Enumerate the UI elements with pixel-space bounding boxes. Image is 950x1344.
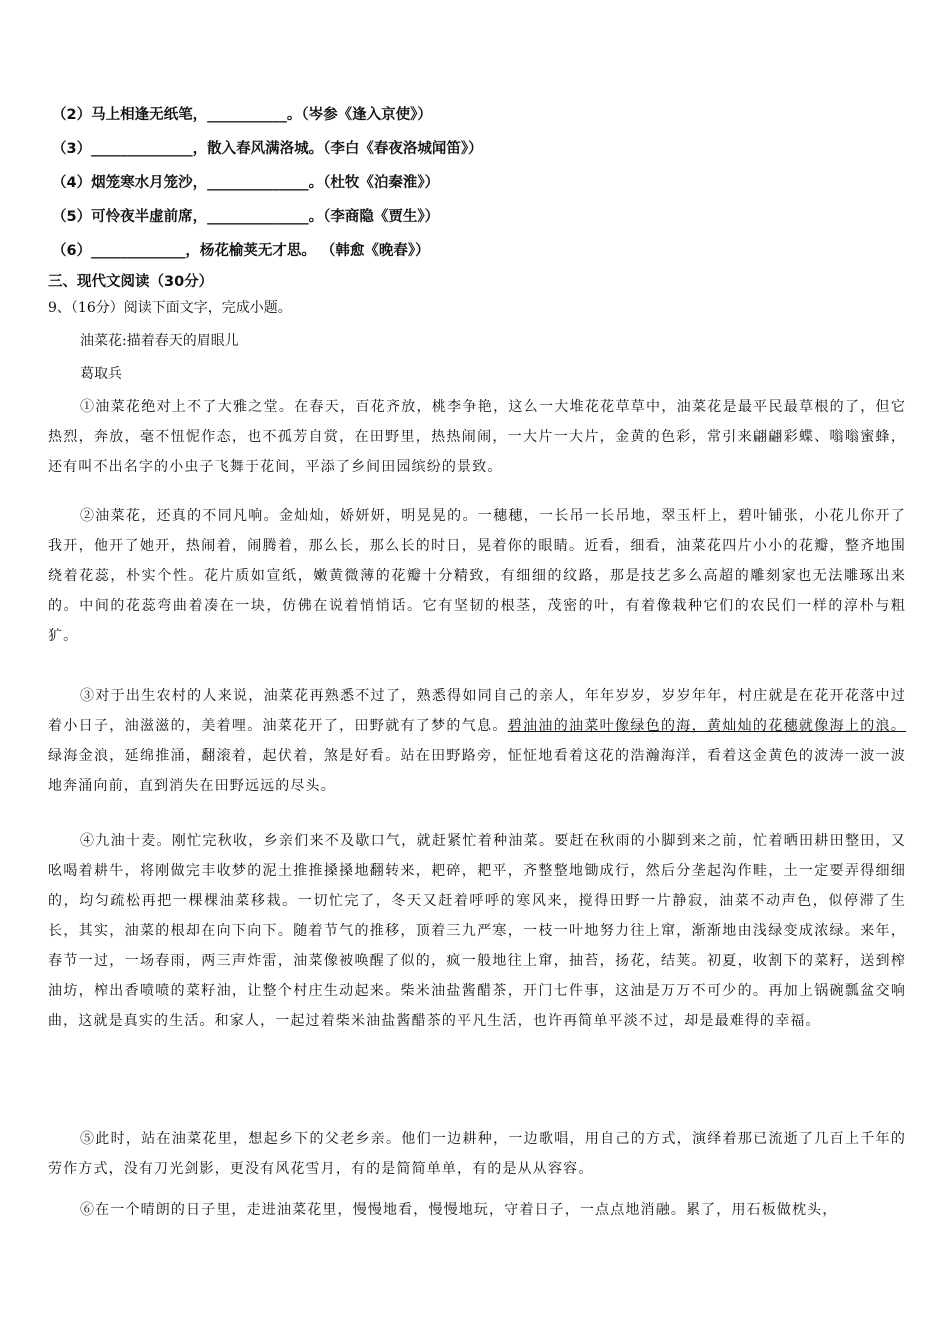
fill-in-item-3: （3）______________，散入春风满洛城。（李白《春夜洛城闻笛》） bbox=[52, 141, 483, 157]
essay-title: 油菜花:描着春天的眉眼儿 bbox=[80, 333, 239, 349]
question-intro: 9、（16分）阅读下面文字，完成小题。 bbox=[48, 300, 292, 316]
fill-in-item-6: （6）_____________，杨花榆荚无才思。 （韩愈《晚春》） bbox=[52, 243, 430, 259]
essay-paragraph-3 bbox=[48, 681, 906, 801]
fill-in-item-5: （5）可怜夜半虚前席，______________。（李商隐《贾生》） bbox=[52, 209, 440, 225]
paragraph-3-text-b: 绿海金浪，延绵推涌，翻滚着，起伏着，煞是好看。站在田野路旁，怔怔地看着这花的浩瀚海洋，看着这金黄色的波涛一波一波地奔涌向前，直到消失在田野远远的尽头。 bbox=[48, 748, 906, 794]
essay-paragraph-4: ④九油十麦。刚忙完秋收，乡亲们来不及歇口气，就赶紧忙着种油菜。要赶在秋雨的小脚到来之前，忙着晒田耕田整田，又吆喝着耕牛，将刚做完丰收梦的泥土推推搡搡地翻转来，耙碎，耙平，齐整整地锄成行，然后分垄起沟作畦，土一定要弄得细细的，均匀疏松再把一棵棵油菜移栽。一切忙完了，冬天又赶着呼呼的寒风来，搅得田野一片静寂，油菜不动声色，似停滞了生长，其实，油菜的根却在向下向下。随着节气的推移，顶着三九严寒，一枝一叶地努力往上窜，渐渐地由浅绿变成浓绿。来年，春节一过，一场春雨，两三声炸雷，油菜像被唤醒了似的，疯一般地往上窜，抽苔，扬花，结荚。初夏，收割下的菜籽，送到榨油坊，榨出香喷喷的菜籽油，让整个村庄生动起来。柴米油盐酱醋茶，开门七件事，这油是万万不可少的。再加上锅碗瓢盆交响曲，这就是真实的生活。和家人，一起过着柴米油盐酱醋茶的平凡生活，也许再简单平淡不过，却是最难得的幸福。 bbox=[48, 833, 906, 1029]
essay-author: 葛取兵 bbox=[80, 366, 122, 382]
essay-paragraph-6: ⑥在一个晴朗的日子里，走进油菜花里，慢慢地看，慢慢地玩，守着日子，一点点地消融。累了，用石板做枕头， bbox=[80, 1202, 838, 1218]
fill-in-item-2: （2）马上相逢无纸笔，___________。（岑参《逢入京使》） bbox=[52, 107, 432, 123]
section-heading: 三、现代文阅读（30分） bbox=[48, 274, 214, 290]
essay-paragraph-2: ②油菜花，还真的不同凡响。金灿灿，娇妍妍，明晃晃的。一穗穗，一长吊一长吊地，翠玉杆上，碧叶铺张，小花儿你开了我开，他开了她开，热闹着，闹腾着，那么长，那么长的时日，晃着你的眼睛。近看，细看，油菜花四片小小的花瓣，整齐地围绕着花蕊，朴实个性。花片质如宣纸，嫩黄微薄的花瓣十分精致，有细细的纹路，那是技艺多么高超的雕刻家也无法雕琢出来的。中间的花蕊弯曲着凑在一块，仿佛在说着悄悄话。它有坚韧的根茎，茂密的叶，有着像栽种它们的农民们一样的淳朴与粗犷。 bbox=[48, 508, 906, 644]
essay-paragraph-1: ①油菜花绝对上不了大雅之堂。在春天，百花齐放，桃李争艳，这么一大堆花花草草中，油菜花是最平民最草根的了，但它热烈，奔放，毫不忸怩作态，也不孤芳自赏，在田野里，热热闹闹，一大片一大片，金黄的色彩，常引来翩翩彩蝶、嗡嗡蜜蜂，还有叫不出名字的小虫子飞舞于花间，平添了乡间田园缤纷的景致。 bbox=[48, 399, 906, 475]
fill-in-item-4: （4）烟笼寒水月笼沙，______________。（杜牧《泊秦淮》） bbox=[52, 175, 440, 191]
paragraph-3-text-a: ③对于出生农村的人来说，油菜花再熟悉不过了，熟悉得如同自己的亲人，年年岁岁，岁岁年年，村庄就是在花开花落中过着小日子，油滋滋的，美着哩。油菜花开了，田野就有了梦的气息。 bbox=[48, 688, 906, 734]
underlined-sentence: 碧油油的油菜叶像绿色的海，黄灿灿的花穗就像海上的浪。 bbox=[507, 718, 906, 734]
essay-paragraph-5: ⑤此时，站在油菜花里，想起乡下的父老乡亲。他们一边耕种，一边歌唱，用自己的方式，演绎着那已流逝了几百上千年的劳作方式，没有刀光剑影，更没有风花雪月，有的是简简单单，有的是从从容容。 bbox=[48, 1131, 906, 1177]
